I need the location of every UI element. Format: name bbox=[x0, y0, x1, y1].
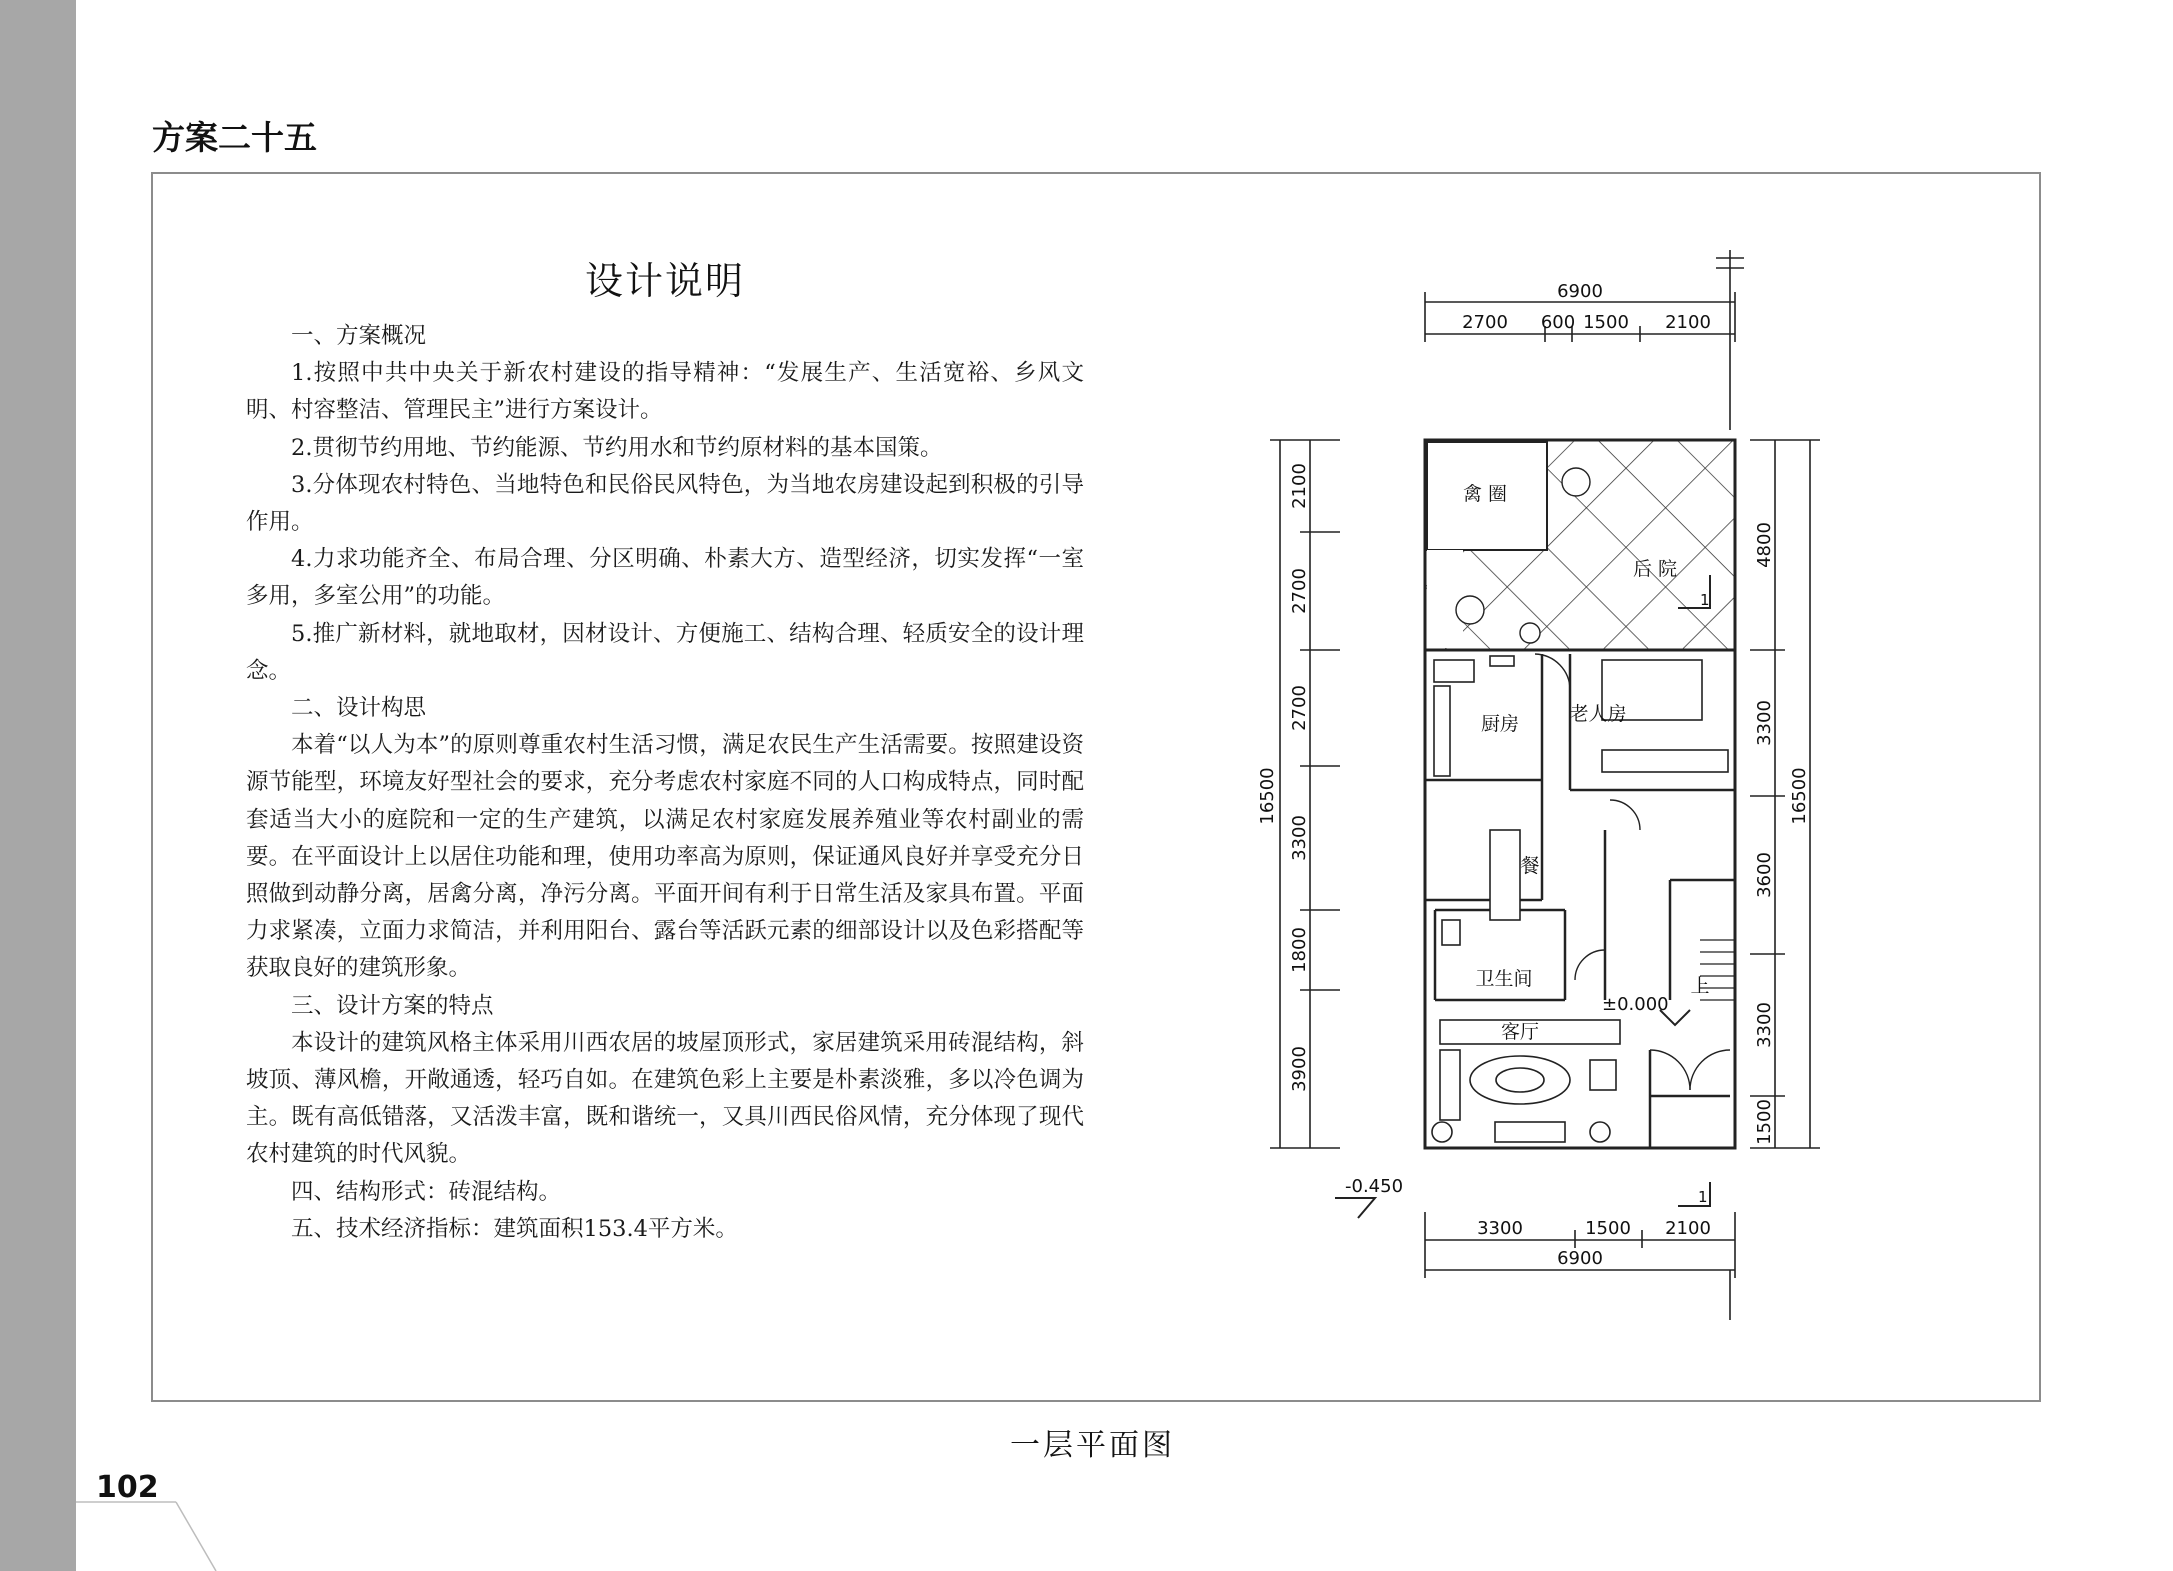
room-poultry: 禽 圈 bbox=[1462, 483, 1508, 505]
dim-top: 2100 bbox=[1665, 312, 1711, 333]
plan-caption: 一层平面图 bbox=[1010, 1428, 1175, 1463]
dim-right: 1500 bbox=[1754, 1099, 1775, 1145]
section-heading: 二、设计构思 bbox=[291, 695, 427, 722]
room-bath: 卫生间 bbox=[1475, 968, 1533, 990]
paragraph: 五、技术经济指标：建筑面积153.4平方米。 bbox=[291, 1215, 738, 1242]
dim-top: 600 bbox=[1540, 312, 1576, 333]
section-heading: 一、方案概况 bbox=[291, 323, 427, 349]
paragraph: 2.贯彻节约用地、节约能源、节约用水和节约原材料的基本国策。 bbox=[291, 434, 943, 461]
dim-left-total: 16500 bbox=[1257, 767, 1278, 825]
paragraph: 1.按照中共中央关于新农村建设的指导精神：“发展生产、生活宽裕、乡风文明、村容整洁、管理民主”进行方案设计。 bbox=[246, 360, 1084, 424]
right-dimensions bbox=[1750, 230, 1890, 1350]
floor-level: ±0.000 bbox=[1602, 994, 1669, 1015]
dim-top: 1500 bbox=[1583, 312, 1629, 333]
side-bar bbox=[0, 0, 76, 1571]
dim-left: 3900 bbox=[1289, 1046, 1310, 1092]
scheme-title: 方案二十五 bbox=[152, 118, 317, 157]
design-description bbox=[246, 318, 1084, 1248]
dim-left: 1800 bbox=[1289, 927, 1310, 973]
stair-up-label: 上 bbox=[1690, 975, 1710, 997]
floor-plan bbox=[1230, 230, 1750, 1350]
room-kitchen: 厨房 bbox=[1480, 713, 1520, 735]
outside-level: -0.450 bbox=[1345, 1176, 1404, 1197]
dim-right: 3300 bbox=[1754, 1002, 1775, 1048]
section-mark-bottom: 1 bbox=[1698, 1188, 1708, 1206]
paragraph: 3.分体现农村特色、当地特色和民俗民风特色，为当地农房建设起到积极的引导作用。 bbox=[246, 471, 1084, 536]
page-number: 102 bbox=[96, 1470, 159, 1505]
paragraph: 5.推广新材料，就地取材，因材设计、方便施工、结构合理、轻质安全的设计理念。 bbox=[246, 620, 1084, 684]
dim-right: 3600 bbox=[1754, 852, 1775, 898]
dim-top: 2700 bbox=[1462, 312, 1508, 333]
dim-bottom: 2100 bbox=[1665, 1218, 1711, 1239]
section-mark-top: 1 bbox=[1700, 591, 1710, 609]
dim-bottom: 3300 bbox=[1477, 1218, 1523, 1239]
room-dining: 餐 bbox=[1520, 855, 1540, 877]
dim-left: 2700 bbox=[1289, 568, 1310, 614]
page-corner-line bbox=[76, 1500, 396, 1571]
dim-right-total: 16500 bbox=[1789, 767, 1810, 825]
room-elder: 老人房 bbox=[1569, 703, 1627, 725]
dim-bottom-total: 6900 bbox=[1557, 1248, 1603, 1269]
dim-left: 2700 bbox=[1289, 685, 1310, 731]
paragraph: 本设计的建筑风格主体采用川西农居的坡屋顶形式，家居建筑采用砖混结构，斜坡顶、薄风檐，开敞通透，轻巧自如。在建筑色彩上主要是朴素淡雅，多以冷色调为主。既有高低错落，又活泼丰富，既和谐统一，又具川西民俗风情，充分体现了现代农村建筑的时代风貌。 bbox=[246, 1029, 1084, 1168]
dim-top-total: 6900 bbox=[1557, 281, 1603, 302]
section-heading: 三、设计方案的特点 bbox=[291, 992, 494, 1019]
room-living: 客厅 bbox=[1500, 1021, 1540, 1043]
paragraph: 本着“以人为本”的原则尊重农村生活习惯，满足农民生产生活需要。按照建设资源节能型，环境友好型社会的要求，充分考虑农村家庭不同的人口构成特点，同时配套适当大小的庭院和一定的生产建筑，以满足农村家庭发展养殖业等农村副业的需要。在平面设计上以居住功能和理，使用功率高为原则，保证通风良好并享受充分日照做到动静分离，居禽分离，净污分离。平面开间有利于日常生活及家具布置。平面力求紧凑，立面力求简洁，并利用阳台、露台等活跃元素的细部设计以及色彩搭配等获取良好的建筑形象。 bbox=[246, 732, 1084, 982]
paragraph: 四、结构形式：砖混结构。 bbox=[291, 1178, 562, 1205]
dim-left: 3300 bbox=[1289, 815, 1310, 861]
doc-heading: 设计说明 bbox=[585, 259, 746, 303]
dim-right: 4800 bbox=[1754, 522, 1775, 568]
dim-left: 2100 bbox=[1289, 463, 1310, 509]
paragraph: 4.力求功能齐全、布局合理、分区明确、朴素大方、造型经济，切实发挥“一室多用，多室公用”的功能。 bbox=[246, 546, 1084, 610]
dim-bottom: 1500 bbox=[1585, 1218, 1631, 1239]
room-backyard: 后 院 bbox=[1632, 558, 1678, 580]
dim-right: 3300 bbox=[1754, 700, 1775, 746]
